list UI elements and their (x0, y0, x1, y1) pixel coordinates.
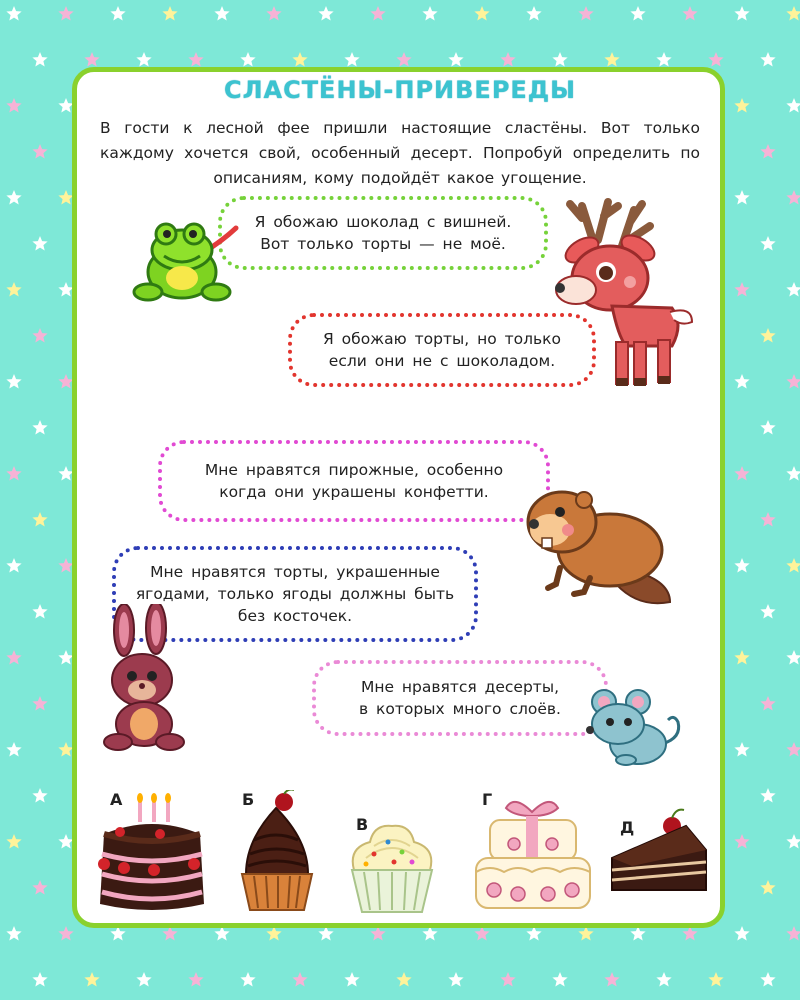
star-decoration (734, 190, 749, 205)
star-decoration (734, 650, 749, 665)
star-decoration (58, 926, 73, 941)
star-decoration (656, 972, 671, 987)
star-decoration (682, 926, 697, 941)
frog-icon (124, 214, 246, 306)
star-decoration (370, 6, 385, 21)
star-decoration (422, 6, 437, 21)
star-decoration (32, 972, 47, 987)
star-decoration (318, 6, 333, 21)
star-decoration (500, 52, 515, 67)
dessert-label-a: А (110, 790, 123, 809)
star-decoration (6, 926, 21, 941)
star-decoration (630, 926, 645, 941)
star-decoration (656, 52, 671, 67)
intro-text: В гости к лесной фее пришли настоящие сластёны. Вот только каждому хочется свой, особенный десерт. Попробуй определить по описаниям, кому подойдёт какое угощение. (100, 119, 700, 187)
star-decoration (110, 6, 125, 21)
dessert-label-b: Б (242, 790, 255, 809)
deer-icon (542, 196, 702, 392)
star-decoration (32, 604, 47, 619)
star-decoration (6, 742, 21, 757)
bunny-speech-text: Мне нравятся торты, украшенные ягодами, только ягоды должны быть без косточек. (135, 563, 455, 625)
chocolate-strawberry-cake-icon (90, 792, 214, 914)
chocolate-cupcake-icon (236, 790, 318, 914)
star-decoration (760, 420, 775, 435)
star-decoration (32, 328, 47, 343)
star-decoration (760, 788, 775, 803)
star-decoration (292, 52, 307, 67)
star-decoration (526, 6, 541, 21)
white-rose-cake-icon (470, 794, 596, 918)
star-decoration (188, 972, 203, 987)
star-decoration (344, 972, 359, 987)
star-decoration (760, 880, 775, 895)
star-decoration (240, 972, 255, 987)
dessert-label-d: Д (620, 818, 635, 837)
dessert-label-g: Г (482, 790, 493, 809)
star-decoration (6, 374, 21, 389)
star-decoration (734, 834, 749, 849)
star-decoration (32, 880, 47, 895)
star-decoration (136, 52, 151, 67)
star-decoration (214, 6, 229, 21)
star-decoration (162, 6, 177, 21)
star-decoration (760, 144, 775, 159)
beaver-speech-text: Мне нравятся пирожные, особенно когда они украшены конфетти. (204, 461, 504, 501)
star-decoration (84, 52, 99, 67)
star-decoration (448, 52, 463, 67)
star-decoration (32, 512, 47, 527)
star-decoration (786, 742, 800, 757)
star-decoration (162, 926, 177, 941)
star-decoration (708, 972, 723, 987)
star-decoration (786, 6, 800, 21)
star-decoration (6, 6, 21, 21)
star-decoration (370, 926, 385, 941)
star-decoration (760, 604, 775, 619)
confetti-cupcake-icon (344, 818, 440, 916)
beaver-icon (520, 484, 682, 610)
star-decoration (604, 52, 619, 67)
star-decoration (32, 144, 47, 159)
star-decoration (6, 466, 21, 481)
star-decoration (214, 926, 229, 941)
dessert-label-v: В (356, 815, 369, 834)
star-decoration (760, 972, 775, 987)
star-decoration (734, 926, 749, 941)
star-decoration (734, 742, 749, 757)
star-decoration (422, 926, 437, 941)
star-decoration (786, 926, 800, 941)
star-decoration (266, 926, 281, 941)
star-decoration (708, 52, 723, 67)
star-decoration (578, 926, 593, 941)
page-title: СЛАСТЁНЫ-ПРИВЕРЕДЫ (223, 76, 577, 104)
star-decoration (786, 650, 800, 665)
star-decoration (292, 972, 307, 987)
star-decoration (136, 972, 151, 987)
star-decoration (630, 6, 645, 21)
deer-speech-text: Я обожаю торты, но только если они не с шоколадом. (322, 330, 562, 370)
star-decoration (760, 52, 775, 67)
star-decoration (32, 236, 47, 251)
star-decoration (500, 972, 515, 987)
mouse-speech-bubble (312, 660, 608, 736)
star-decoration (786, 466, 800, 481)
star-decoration (318, 926, 333, 941)
star-decoration (110, 926, 125, 941)
star-decoration (760, 696, 775, 711)
mouse-icon (578, 688, 688, 770)
star-decoration (32, 696, 47, 711)
star-decoration (760, 236, 775, 251)
chocolate-cherry-slice-icon (606, 806, 712, 896)
frog-speech-text: Я обожаю шоколад с вишней. Вот только торты — не моё. (254, 213, 512, 253)
star-decoration (786, 190, 800, 205)
star-decoration (578, 6, 593, 21)
star-decoration (240, 52, 255, 67)
star-decoration (734, 282, 749, 297)
star-decoration (474, 926, 489, 941)
star-decoration (474, 6, 489, 21)
frog-speech-bubble (218, 196, 548, 270)
star-decoration (786, 374, 800, 389)
star-decoration (6, 834, 21, 849)
star-decoration (734, 466, 749, 481)
star-decoration (786, 834, 800, 849)
star-decoration (760, 328, 775, 343)
star-decoration (760, 512, 775, 527)
star-decoration (526, 926, 541, 941)
star-decoration (84, 972, 99, 987)
star-decoration (32, 420, 47, 435)
star-decoration (32, 52, 47, 67)
star-decoration (6, 282, 21, 297)
star-decoration (396, 52, 411, 67)
star-decoration (604, 972, 619, 987)
star-decoration (552, 52, 567, 67)
star-decoration (552, 972, 567, 987)
star-decoration (448, 972, 463, 987)
star-decoration (6, 558, 21, 573)
bunny-icon (98, 604, 190, 752)
star-decoration (58, 6, 73, 21)
star-decoration (32, 788, 47, 803)
mouse-speech-text: Мне нравятся десерты, в которых много слоёв. (359, 678, 561, 718)
star-decoration (734, 374, 749, 389)
star-decoration (786, 558, 800, 573)
star-decoration (6, 190, 21, 205)
star-decoration (6, 650, 21, 665)
star-decoration (734, 558, 749, 573)
star-decoration (396, 972, 411, 987)
star-decoration (682, 6, 697, 21)
star-decoration (734, 6, 749, 21)
beaver-speech-bubble (158, 440, 550, 522)
star-decoration (188, 52, 203, 67)
star-decoration (344, 52, 359, 67)
star-decoration (786, 282, 800, 297)
star-decoration (266, 6, 281, 21)
